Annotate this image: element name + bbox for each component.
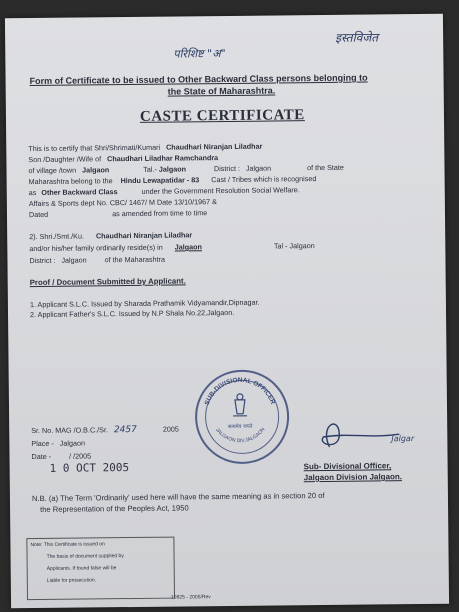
body-line7 xyxy=(29,208,207,219)
sr-no-label: Sr. No. MAG /O.B.C./Sr. xyxy=(31,425,108,436)
proof-heading: Proof / Document Submitted by Applicant. xyxy=(29,276,186,288)
para2-prefix: 2). Shri./Smt./Ku. xyxy=(29,231,84,242)
proof-item-1: 1. Applicant S.L.C. Issued by Sharada Prathamik Vidyamandir,Dipnagar. xyxy=(29,297,260,310)
top-right-handwriting: इस्तविजेत xyxy=(335,30,379,45)
body-line6: Affairs & Sports dept No. CBC/ 1467/ M Date 13/10/1967 & xyxy=(28,197,217,209)
para2-state-suffix: of the Maharashtra xyxy=(104,254,165,265)
resolution-suffix: under the Government Resolution Social Welfare. xyxy=(141,185,300,196)
sr-no-line xyxy=(31,425,179,437)
para2-line2 xyxy=(29,241,314,253)
sr-no-year: 2005 xyxy=(162,424,179,434)
officer-handwritten: Jalgar xyxy=(391,434,415,444)
body-line1 xyxy=(28,142,262,153)
body-line5 xyxy=(29,185,300,197)
stamp-bottom-text: JALGAON DIV.JALGAON xyxy=(214,426,267,445)
nb-line2: the Representation of the Peoples Act, 1950 xyxy=(40,503,189,514)
tal-value: Jalgaon xyxy=(158,164,187,174)
note-line-2: The basis of document supplied by xyxy=(46,553,124,560)
form-marathi-label: परिशिष्ट "अ" xyxy=(173,47,226,61)
state-suffix: of the State xyxy=(307,162,344,173)
sr-no-value: 2457 xyxy=(113,424,137,436)
para2-line1 xyxy=(29,230,192,241)
print-code: 10825 - 2005/Rev xyxy=(170,594,211,601)
emblem-icon xyxy=(233,394,247,416)
note-line-1: Note: This Certificate is issued on xyxy=(30,541,105,549)
certify-prefix: This is to certify that Shri/Shrimati/Kumari xyxy=(28,142,161,154)
proof-item-2: 2. Applicant Father's S.L.C. Issued by N.P Shala No.22,Jalgaon. xyxy=(29,307,235,320)
certificate-sheet xyxy=(5,14,449,609)
belong-suffix: Cast / Tribes which is recognised xyxy=(211,174,317,185)
dated-label: Dated xyxy=(28,209,49,220)
para2-district-label: District : xyxy=(29,255,56,266)
para2-name: Chaudhari Niranjan Liladhar xyxy=(95,230,193,241)
village-value: Jalgaon xyxy=(82,165,110,175)
note-line-3: Applicants. If found false will be xyxy=(46,565,117,572)
body-line4 xyxy=(29,174,317,186)
date-line xyxy=(31,451,91,461)
svg-text:SUB-DIVISIONAL OFFICER xyxy=(203,376,276,406)
as-prefix: as xyxy=(28,187,37,198)
stamp-top-text: SUB-DIVISIONAL OFFICER xyxy=(203,376,277,407)
caste-value: Hindu Lewapatidar - 83 xyxy=(120,175,200,186)
belong-prefix: Maharashtra belong to the xyxy=(28,176,113,187)
reside-prefix: and/or his/her family ordinarily reside(s) in xyxy=(29,242,163,254)
body-line3 xyxy=(28,163,343,175)
para2-line3 xyxy=(29,255,165,265)
para2-district-value: Jalgaon xyxy=(61,255,87,265)
nb-line1: N.B. (a) The Term 'Ordinarily' used here will have the same meaning as in section 20 of xyxy=(31,490,325,504)
form-heading-line2: the State of Maharashtra. xyxy=(167,85,276,97)
date-typed: / /2005 xyxy=(69,451,92,461)
reside-place: Jalgaon xyxy=(174,242,202,252)
district-value: Jalgaon xyxy=(245,163,272,173)
note-line-4: Liable for prosecution. xyxy=(46,577,97,584)
place-line xyxy=(31,438,85,448)
class-value: Other Backward Class xyxy=(41,187,118,197)
place-value: Jalgaon xyxy=(59,438,85,448)
date-stamp: 1 0 OCT 2005 xyxy=(49,461,130,475)
date-label: Date - xyxy=(31,451,52,462)
village-label: of village /town xyxy=(28,165,77,176)
page-title: CASTE CERTIFICATE xyxy=(139,107,305,125)
body-line2 xyxy=(28,153,218,164)
reside-tal: Tal - Jalgaon xyxy=(273,241,315,251)
officer-division: Jalgaon Division Jalgaon. xyxy=(303,472,403,483)
place-label: Place - xyxy=(31,438,54,449)
stamp-center-text: सत्यमेव जयते xyxy=(227,423,253,430)
form-heading-line1: Form of Certificate to be issued to Other Backward Class persons belonging to xyxy=(29,72,368,87)
relation-prefix: Son /Daughter /Wife of xyxy=(28,154,102,165)
tal-label: Tal.- xyxy=(143,164,157,174)
officer-title: Sub- Divisional Officer, xyxy=(303,461,392,472)
father-name: Chaudhari Liladhar Ramchandra xyxy=(107,153,219,164)
district-label: District : xyxy=(213,163,240,174)
stamp-text-svg xyxy=(195,369,286,460)
amended-suffix: as amended from time to time xyxy=(112,208,208,219)
applicant-name: Chaudhari Niranjan Liladhar xyxy=(166,141,263,152)
